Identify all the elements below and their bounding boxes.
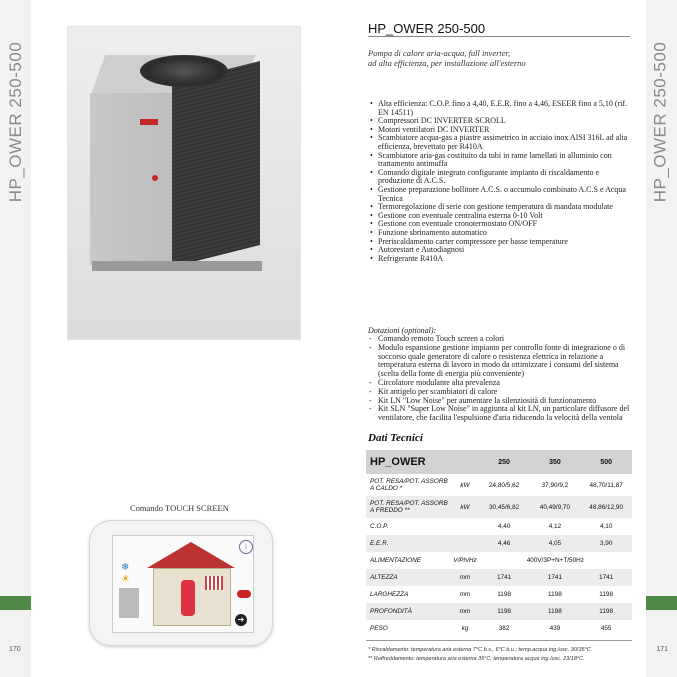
row-unit xyxy=(451,535,478,552)
table-row xyxy=(366,518,632,535)
table-row xyxy=(366,496,632,518)
table-row xyxy=(366,474,632,496)
row-value: 4,12 xyxy=(548,523,562,530)
row-label: PROFONDITÀ xyxy=(370,608,412,615)
list-item: • Scambiatore acqua-gas a piastre assimetrico in acciaio inox AISI 316L ad alta efficienza, brevettato per R410A xyxy=(368,134,633,151)
row-value: 48,86/12,90 xyxy=(589,503,624,511)
list-item: • Compressori DC INVERTER SCROLL xyxy=(368,117,633,126)
row-unit xyxy=(451,518,478,535)
table-header-350: 350 xyxy=(549,458,561,466)
table-row xyxy=(366,586,632,603)
list-item: - Modulo espansione gestione impianto per controllo fonte di integrazione o di soccorso quale generatore di calore o resistenza elettrica in relazione a temperatura esterna di lavoro in modo da ottimizzare i consumi del sistema (scelta della fonte di energia più conveniente) xyxy=(368,344,633,379)
row-value: 455 xyxy=(600,625,612,632)
list-item: • Termoregolazione di serie con gestione temperatura di mandata modulate xyxy=(368,203,633,212)
row-unit: mm xyxy=(459,608,471,615)
right-green-tab xyxy=(646,596,677,610)
list-item: • Motori ventilatori DC INVERTER xyxy=(368,126,633,135)
unit-side-coil xyxy=(172,61,260,267)
row-unit: mm xyxy=(459,591,471,598)
section-title-specs: Dati Tecnici xyxy=(368,432,423,444)
heat-pump-icon xyxy=(119,588,139,618)
optionals-list xyxy=(368,335,633,423)
page-title: HP_OWER 250-500 xyxy=(368,21,486,36)
row-label: POT. RESA/POT. ASSORB A FREDDO ** xyxy=(370,500,448,514)
row-value: 1198 xyxy=(599,591,614,598)
spec-table xyxy=(366,450,632,637)
row-value: 4,05 xyxy=(548,540,562,547)
footnote-cooling: ** Raffreddamento: temperatura aria esterna 35°C; temperatura acqua ing./usc. 23/18°C. xyxy=(368,656,585,662)
table-bottom-rule xyxy=(366,640,632,641)
subtitle-line: Pompa di calore aria-acqua, full inverter, xyxy=(368,48,511,58)
list-item: • Gestione preparazione bollitore A.C.S. o accumulo combinato A.C.S e Acqua Tecnica xyxy=(368,186,633,203)
footnote-heating: * Riscaldamento: temperatura aria esterna 7°C b.s., 6°C b.u.; temp.acqua ing./usc. 30/35°C. xyxy=(368,647,593,653)
row-unit: kW xyxy=(460,481,470,489)
unit-base xyxy=(92,261,262,271)
row-unit: kg xyxy=(461,625,469,632)
list-item: • Scambiatore aria-gas costituito da tubi in rame lamellati in alluminio con trattamento antimuffa xyxy=(368,152,633,169)
row-unit: kW xyxy=(460,503,470,511)
list-item: - Kit SLN "Super Low Noise" in aggiunta al kit LN, un particolare diffusore del ventilatore, che facilita l'espulsione d'aria riducendo la velocità della ventola xyxy=(368,405,633,423)
house-roof-icon xyxy=(147,542,235,568)
snowflake-icon: ❄ xyxy=(121,562,130,573)
fan-grill-icon xyxy=(140,55,228,87)
row-value: 1741 xyxy=(547,574,563,581)
brand-logo xyxy=(140,119,158,125)
row-label: POT. RESA/POT. ASSORB A CALDO * xyxy=(370,478,448,492)
list-item: • Gestione con eventuale centralina esterna 0-10 Volt xyxy=(368,212,633,221)
right-side-label: HP_OWER 250-500 xyxy=(651,41,670,203)
touch-screen-caption: Comando TOUCH SCREEN xyxy=(130,503,229,513)
row-value: 439 xyxy=(549,625,561,632)
row-value: 3,90 xyxy=(599,540,613,547)
row-value: 1198 xyxy=(548,608,562,615)
table-row xyxy=(366,620,632,637)
row-value: 40,49/9,70 xyxy=(539,503,571,511)
left-side-label: HP_OWER 250-500 xyxy=(6,41,25,203)
table-header-500: 500 xyxy=(600,458,612,466)
row-value: 4,10 xyxy=(599,523,613,530)
row-value: 1198 xyxy=(599,608,614,615)
water-tank-icon xyxy=(181,580,195,616)
row-label: PESO xyxy=(370,625,388,632)
list-item: • Autorestart e Autodiagnosi xyxy=(368,246,633,255)
row-value: 1198 xyxy=(497,608,511,615)
table-header-model: HP_OWER xyxy=(370,456,426,468)
table-row xyxy=(366,552,632,569)
row-value: 4,46 xyxy=(497,540,511,547)
row-value: 1741 xyxy=(599,574,614,581)
radiator-icon xyxy=(205,576,223,590)
list-item: • Preriscaldamento carter compressore per basse temperature xyxy=(368,238,633,247)
row-label: LARGHEZZA xyxy=(370,591,409,598)
table-row xyxy=(366,569,632,586)
subtitle-line: ad alta efficienza, per installazione all'esterno xyxy=(368,58,526,68)
list-item: • Funzione sbrinamento automatico xyxy=(368,229,633,238)
panel-indicator xyxy=(152,175,158,181)
title-divider xyxy=(368,36,630,37)
feature-list xyxy=(368,100,633,263)
product-photo xyxy=(67,26,301,340)
list-item: - Circolatore modulante alta prevalenza xyxy=(368,379,633,388)
table-row xyxy=(366,535,632,552)
touch-screen-device xyxy=(89,520,273,646)
table-row xyxy=(366,603,632,620)
row-unit: mm xyxy=(459,574,471,581)
row-value: 30,45/6,82 xyxy=(488,503,520,511)
left-green-tab xyxy=(0,596,31,610)
row-value: 382 xyxy=(498,625,510,632)
row-value: 1198 xyxy=(497,591,511,598)
row-label: E.E.R. xyxy=(370,540,389,547)
row-label: ALTEZZA xyxy=(370,574,398,581)
list-item: - Kit LN "Low Noise" per aumentare la silenziosità di funzionamento xyxy=(368,397,633,406)
list-item: • Alta efficienza: C.O.P. fino a 4,40, E.E.R. fino a 4,46, ESEER fino a 5,10 (rif. EN 14511) xyxy=(368,100,633,117)
info-icon: i xyxy=(239,540,253,554)
row-value: 1741 xyxy=(496,574,512,581)
footnotes xyxy=(368,646,634,664)
list-item: • Comando digitale integrato configurante impianto di riscaldamento e produzione di A.C.S. xyxy=(368,169,633,186)
row-value: 24,80/5,62 xyxy=(488,481,520,489)
page-number-left: 170 xyxy=(9,646,21,653)
row-unit: V/Ph/Hz xyxy=(453,557,477,564)
list-item: - Comando remoto Touch screen a colori xyxy=(368,335,633,344)
row-value: 4,40 xyxy=(497,523,511,530)
optionals-title: Dotazioni (optional): xyxy=(368,326,437,335)
table-header-250: 250 xyxy=(498,458,510,466)
row-value: 48,70/11,87 xyxy=(589,481,623,489)
list-item: • Gestione con eventuale cronotermostato ON/OFF xyxy=(368,220,633,229)
product-subtitle xyxy=(368,48,630,68)
row-label: ALIMENTAZIONE xyxy=(370,557,422,564)
page-number-right: 171 xyxy=(656,646,668,653)
row-value: 1198 xyxy=(548,591,562,598)
unit-front-panel xyxy=(90,93,172,265)
list-item: - Kit antigelo per scambiatori di calore xyxy=(368,388,633,397)
sun-icon: ☀ xyxy=(121,574,130,585)
touch-display xyxy=(112,535,254,633)
table-header-row xyxy=(366,450,632,474)
list-item: • Refrigerante R410A xyxy=(368,255,633,264)
arrow-right-icon: ➜ xyxy=(235,614,247,626)
row-value: 37,90/9,2 xyxy=(541,481,569,489)
row-label: C.O.P. xyxy=(370,523,389,530)
row-value-merged: 400V/3P+N+T/50Hz xyxy=(526,557,584,564)
brand-badge-icon xyxy=(237,590,251,598)
